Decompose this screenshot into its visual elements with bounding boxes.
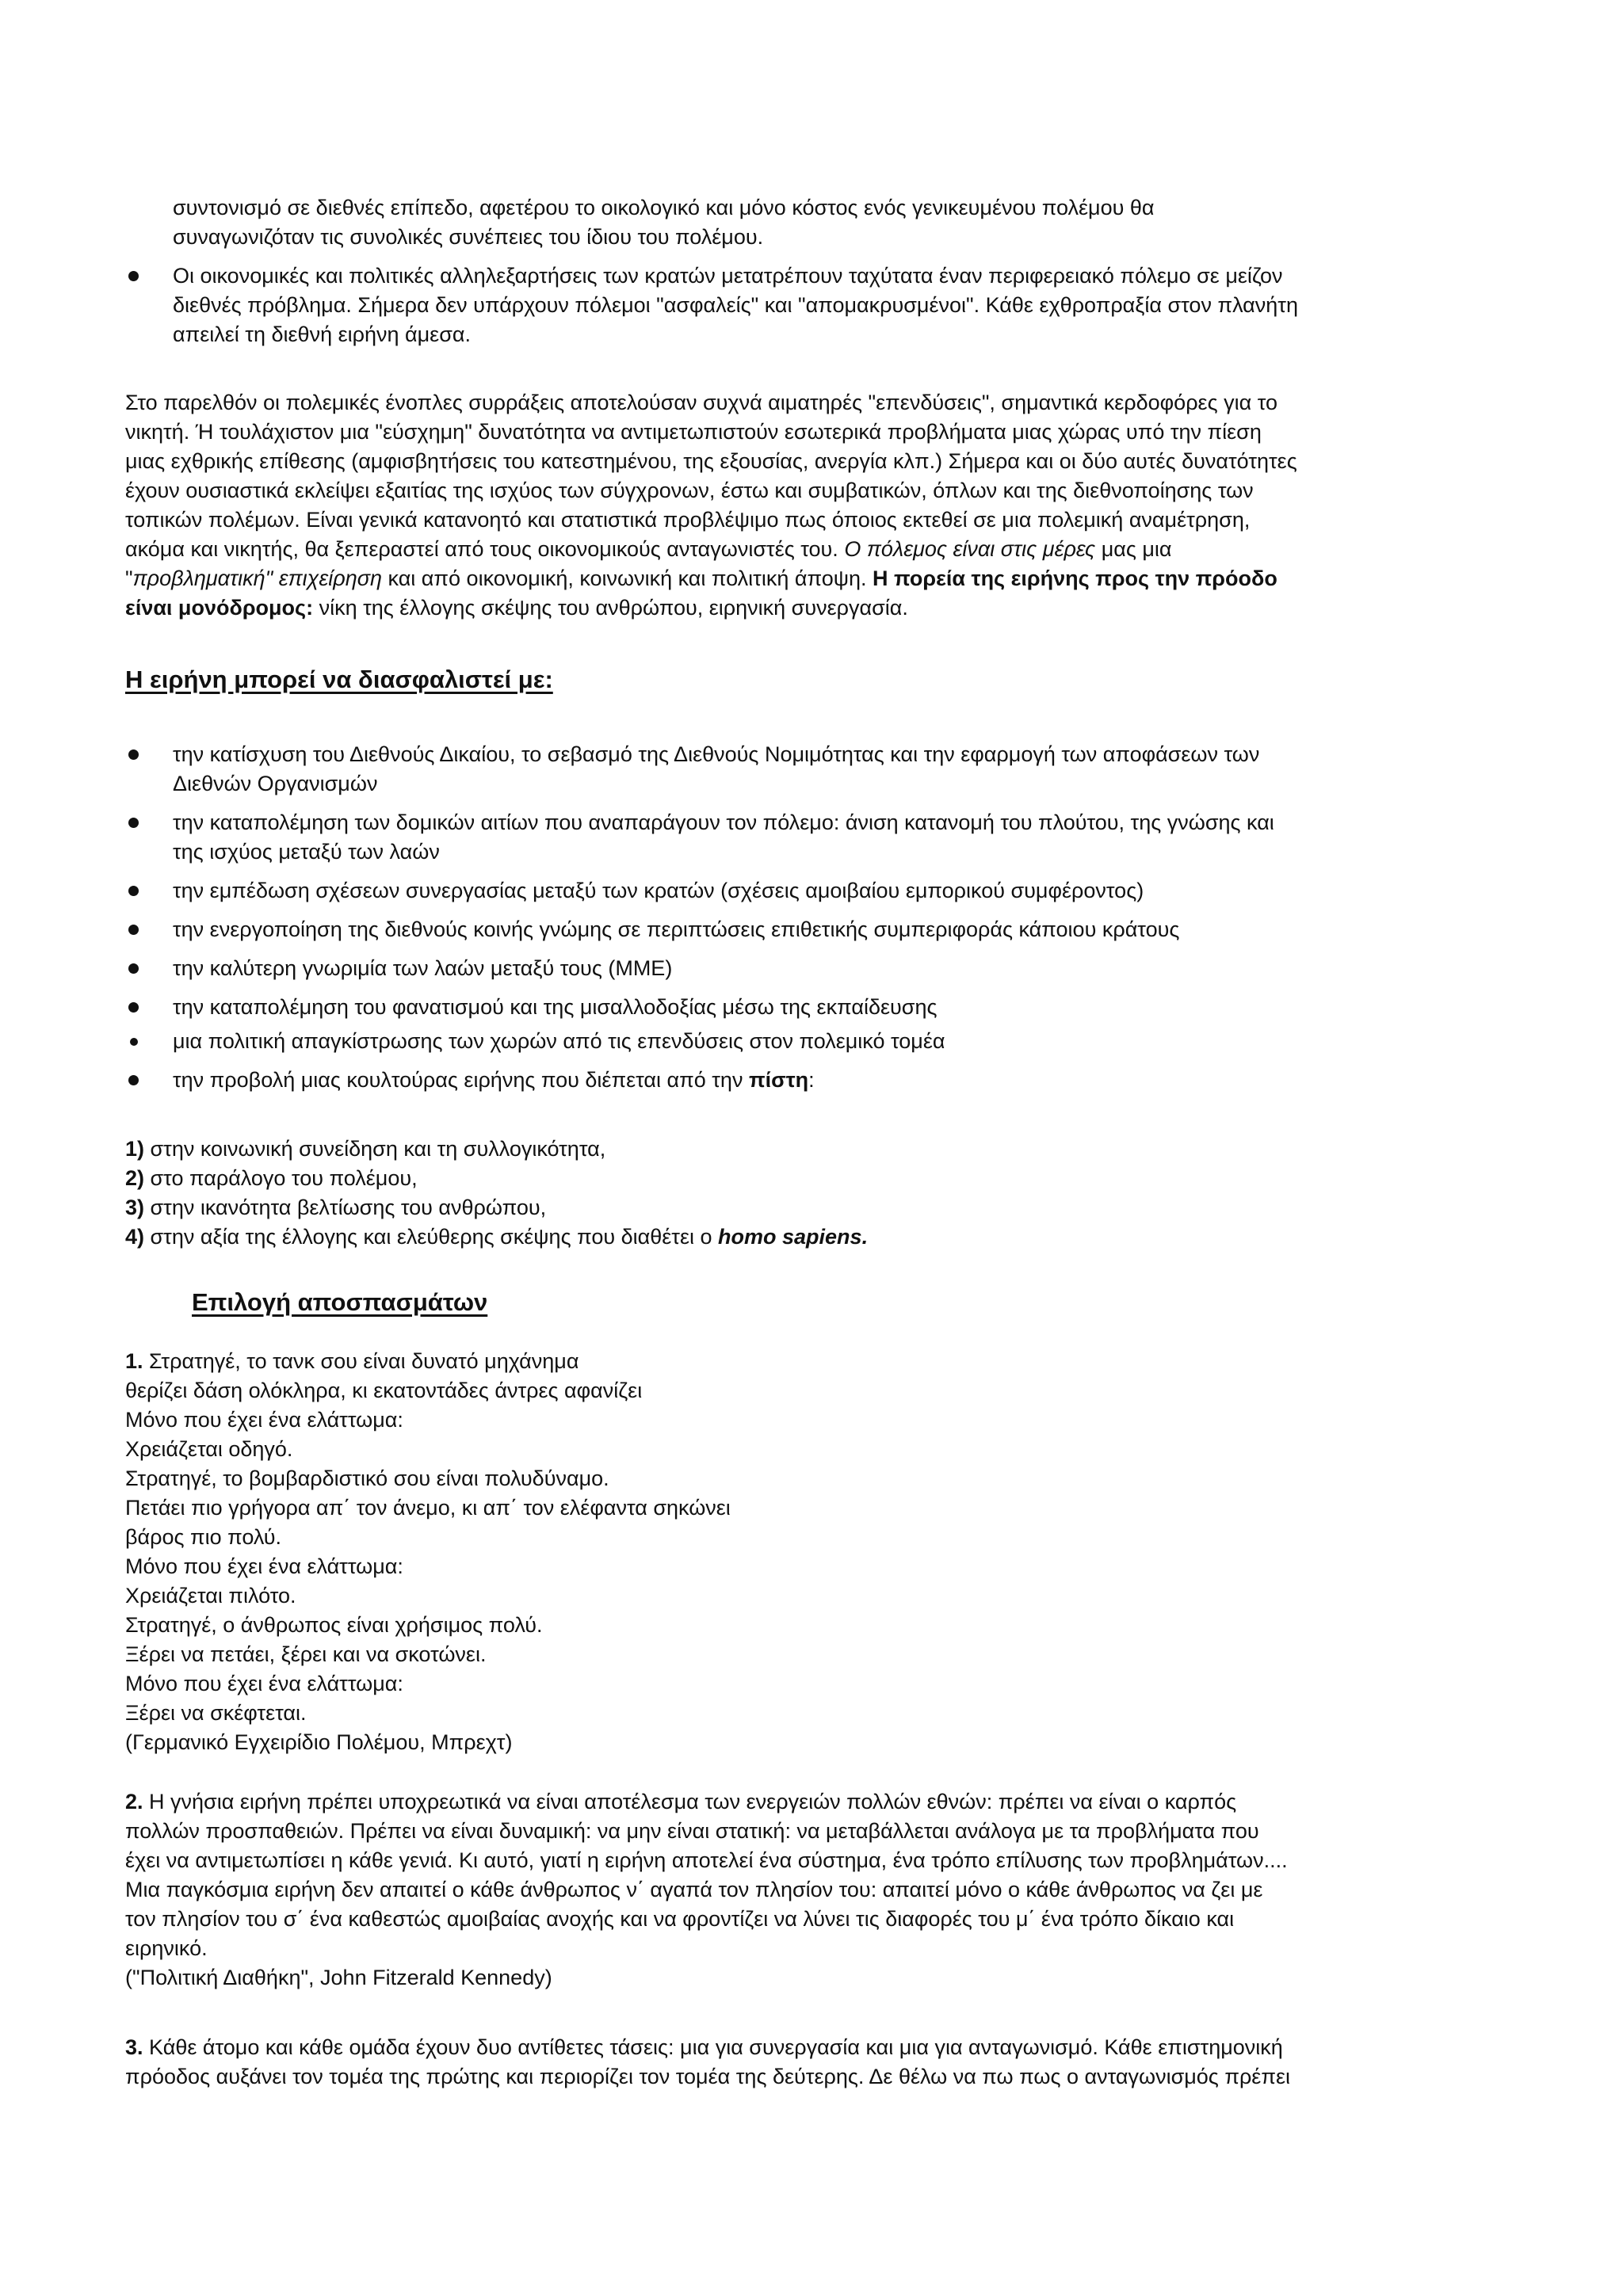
list-item	[125, 993, 1498, 1022]
text-line: πολλών προσπαθειών. Πρέπει να είναι δυναμική: να μην είναι στατική: να μεταβάλλεται ανάλογα με τα προβλήματα που	[125, 1819, 1259, 1843]
text-line: απειλεί τη διεθνή ειρήνη άμεσα.	[173, 322, 471, 346]
text-line: βάρος πιο πολύ.	[125, 1525, 282, 1549]
text-run: νίκη της έλλογης σκέψης του ανθρώπου, ειρηνική συνεργασία.	[313, 596, 908, 620]
bold-run: πίστη	[748, 1068, 809, 1092]
text-line: θερίζει δάση ολόκληρα, κι εκατοντάδες άντρες αφανίζει	[125, 1379, 643, 1402]
text-line: Ξέρει να σκέφτεται.	[125, 1701, 307, 1725]
text-line: Ξέρει να πετάει, ξέρει και να σκοτώνει.	[125, 1642, 487, 1666]
text-line: έχουν ουσιαστικά εκλείψει εξαιτίας της ισχύος των σύγχρονων, έστω και συμβατικών, όπλων και της διεθνοποίησης των	[125, 479, 1254, 502]
numbered-point	[125, 1164, 1498, 1193]
list-item	[125, 915, 1498, 944]
text-run: μας μια	[1095, 537, 1172, 561]
text-line: Πετάει πιο γρήγορα απ΄ τον άνεμο, κι απ΄ τον ελέφαντα σηκώνει	[125, 1496, 731, 1520]
text-line	[125, 564, 1498, 593]
numbered-point	[125, 1193, 1498, 1222]
text-line	[125, 535, 1498, 564]
excerpt-number: 1.	[125, 1349, 143, 1373]
text-line: ("Πολιτική Διαθήκη", John Fitzerald Kennedy)	[125, 1966, 552, 1989]
text-run: "	[125, 566, 133, 590]
text-line	[125, 2033, 1498, 2062]
text-line: την καταπολέμηση των δομικών αιτίων που αναπαράγουν τον πόλεμο: άνιση κατανομή του πλούτου, της γνώσης και	[173, 810, 1274, 834]
text-run: Στρατηγέ, το τανκ σου είναι δυνατό μηχάνημα	[143, 1349, 579, 1373]
bullet-icon	[128, 925, 139, 935]
text-line: πρόοδος αυξάνει τον τομέα της πρώτης και περιορίζει τον τομέα της δεύτερης. Δε θέλω να πω πως ο ανταγωνισμός πρέπει	[125, 2065, 1291, 2088]
bullet-icon	[128, 818, 139, 828]
numbered-points	[125, 1135, 1498, 1252]
excerpt-3	[125, 2033, 1498, 2092]
bullet-icon	[130, 1038, 138, 1046]
point-number: 3)	[125, 1196, 145, 1219]
list-item	[125, 1066, 1498, 1095]
point-text: στην ικανότητα βελτίωσης του ανθρώπου,	[144, 1196, 547, 1219]
excerpt-number: 2.	[125, 1790, 143, 1814]
text-line: Χρειάζεται οδηγό.	[125, 1437, 293, 1461]
text-line: Χρειάζεται πιλότο.	[125, 1584, 296, 1608]
bold-run: Η πορεία της ειρήνης προς την πρόοδο	[872, 566, 1277, 590]
text-line: την ενεργοποίηση της διεθνούς κοινής γνώμης σε περιπτώσεις επιθετικής συμπεριφοράς κάποιου κράτους	[173, 917, 1180, 941]
point-number: 2)	[125, 1166, 145, 1190]
text-line: Μόνο που έχει ένα ελάττωμα:	[125, 1408, 403, 1432]
bullet-icon	[128, 271, 139, 281]
text-line	[125, 1347, 1498, 1376]
text-line: Μόνο που έχει ένα ελάττωμα:	[125, 1672, 403, 1695]
text-line: συντονισμό σε διεθνές επίπεδο, αφετέρου το οικολογικό και μόνο κόστος ενός γενικευμένου πολέμου θα	[173, 196, 1155, 219]
text-line: την καταπολέμηση του φανατισμού και της μισαλλοδοξίας μέσω της εκπαίδευσης	[173, 995, 938, 1019]
bullet-icon	[128, 749, 139, 760]
text-run: :	[808, 1068, 815, 1092]
italic-run: Ο πόλεμος είναι στις μέρες	[844, 537, 1096, 561]
text-line: Στο παρελθόν οι πολεμικές ένοπλες συρράξεις αποτελούσαν συχνά αιματηρές "επενδύσεις", σημαντικά κερδοφόρες για το	[125, 391, 1278, 414]
text-line: μια πολιτική απαγκίστρωσης των χωρών από τις επενδύσεις στον πολεμικό τομέα	[173, 1029, 945, 1053]
text-line: Διεθνών Οργανισμών	[173, 772, 378, 795]
point-text: στην αξία της έλλογης και ελεύθερης σκέψης που διαθέτει ο	[144, 1225, 719, 1249]
text-line: διεθνές πρόβλημα. Σήμερα δεν υπάρχουν πόλεμοι "ασφαλείς" και "απομακρυσμένοι". Κάθε εχθροπραξία στον πλανήτη	[173, 293, 1298, 317]
text-line: Στρατηγέ, το βομβαρδιστικό σου είναι πολυδύναμο.	[125, 1466, 609, 1490]
italic-run: προβληματική" επιχείρηση	[132, 566, 383, 590]
text-line: την καλύτερη γνωριμία των λαών μεταξύ τους (ΜΜΕ)	[173, 956, 673, 980]
excerpts-heading: Επιλογή αποσπασμάτων	[192, 1288, 488, 1316]
text-line: (Γερμανικό Εγχειρίδιο Πολέμου, Μπρεχτ)	[125, 1730, 513, 1754]
text-line: έχει να αντιμετωπίσει η κάθε γενιά. Κι αυτό, γιατί η ειρήνη αποτελεί ένα σύστημα, ένα τρόπο επίλυσης των προβλημάτων....	[125, 1848, 1288, 1872]
text-line: Οι οικονομικές και πολιτικές αλληλεξαρτήσεις των κρατών μετατρέπουν ταχύτατα έναν περιφερειακό πόλεμο σε μείζον	[173, 264, 1283, 288]
text-line: Μόνο που έχει ένα ελάττωμα:	[125, 1554, 403, 1578]
excerpt-2	[125, 1787, 1498, 1993]
text-line	[125, 1787, 1498, 1817]
text-line: Στρατηγέ, ο άνθρωπος είναι χρήσιμος πολύ.	[125, 1613, 543, 1637]
text-run: την προβολή μιας κουλτούρας ειρήνης που διέπεται από την	[173, 1068, 749, 1092]
point-text: στην κοινωνική συνείδηση και τη συλλογικότητα,	[144, 1137, 606, 1161]
text-run: Η γνήσια ειρήνη πρέπει υποχρεωτικά να είναι αποτέλεσμα των ενεργειών πολλών εθνών: πρέπει να είναι ο καρπός	[143, 1790, 1237, 1814]
text-line: μιας εχθρικής επίθεσης (αμφισβητήσεις του κατεστημένου, της εξουσίας, ανεργία κλπ.) Σήμερα και οι δύο αυτές δυνατότητες	[125, 449, 1297, 473]
text-run: και από οικονομική, κοινωνική και πολιτική άποψη.	[382, 566, 873, 590]
list-item	[125, 954, 1498, 983]
text-line: νικητή. Ή τουλάχιστον μια "εύσχημη" δυνατότητα να αντιμετωπιστούν εσωτερικά προβλήματα μιας χώρας υπό την πίεση	[125, 420, 1262, 444]
text-run: Κάθε άτομο και κάθε ομάδα έχουν δυο αντίθετες τάσεις: μια για συνεργασία και μια για ανταγωνισμό. Κάθε επιστημονική	[143, 2035, 1283, 2059]
point-number: 1)	[125, 1137, 145, 1161]
list-item	[125, 808, 1498, 867]
text-line: της ισχύος μεταξύ των λαών	[173, 840, 440, 864]
excerpt-number: 3.	[125, 2035, 143, 2059]
peace-bullet-list	[125, 740, 1498, 1095]
text-line: ειρηνικό.	[125, 1936, 208, 1960]
bold-run: είναι μονόδρομος:	[125, 596, 314, 620]
intro-bullet-list	[125, 261, 1498, 349]
bullet-icon	[128, 963, 139, 974]
bold-italic-run: homo sapiens.	[718, 1225, 869, 1249]
intro-continuation	[173, 193, 1498, 252]
text-line	[125, 593, 1498, 623]
list-item	[125, 876, 1498, 906]
bullet-icon	[128, 886, 139, 896]
text-line: Μια παγκόσμια ειρήνη δεν απαιτεί ο κάθε άνθρωπος ν΄ αγαπά τον πλησίον του: απαιτεί μόνο ο κάθε άνθρωπος να ζει με	[125, 1878, 1263, 1901]
text-line: την κατίσχυση του Διεθνούς Δικαίου, το σεβασμό της Διεθνούς Νομιμότητας και την εφαρμογή των αποφάσεων των	[173, 742, 1260, 766]
text-run: ακόμα και νικητής, θα ξεπεραστεί από τους οικονομικούς ανταγωνιστές του.	[125, 537, 845, 561]
bullet-icon	[128, 1002, 139, 1013]
text-line: τον πλησίον του σ΄ ένα καθεστώς αμοιβαίας ανοχής και να φροντίζει να λύνει τις διαφορές του μ΄ ένα τρόπο δίκαιο και	[125, 1907, 1235, 1931]
text-line	[173, 1066, 1498, 1095]
text-line: τοπικών πολέμων. Είναι γενικά κατανοητό και στατιστικά προβλέψιμο πως όποιος εκτεθεί σε μια πολεμική αναμέτρηση,	[125, 508, 1251, 532]
point-number: 4)	[125, 1225, 145, 1249]
excerpt-1	[125, 1347, 1498, 1757]
section-heading: Η ειρήνη μπορεί να διασφαλιστεί με:	[125, 666, 553, 693]
numbered-point	[125, 1135, 1498, 1164]
bullet-icon	[128, 1075, 139, 1085]
text-line: συναγωνιζόταν τις συνολικές συνέπειες του ίδιου του πολέμου.	[173, 225, 764, 249]
text-line: την εμπέδωση σχέσεων συνεργασίας μεταξύ των κρατών (σχέσεις αμοιβαίου εμπορικού συμφέροντος)	[173, 879, 1144, 902]
paragraph-past	[125, 388, 1498, 623]
point-text: στο παράλογο του πολέμου,	[144, 1166, 418, 1190]
list-item	[125, 261, 1498, 349]
numbered-point	[125, 1222, 1498, 1252]
list-item	[125, 1027, 1498, 1056]
list-item	[125, 740, 1498, 799]
